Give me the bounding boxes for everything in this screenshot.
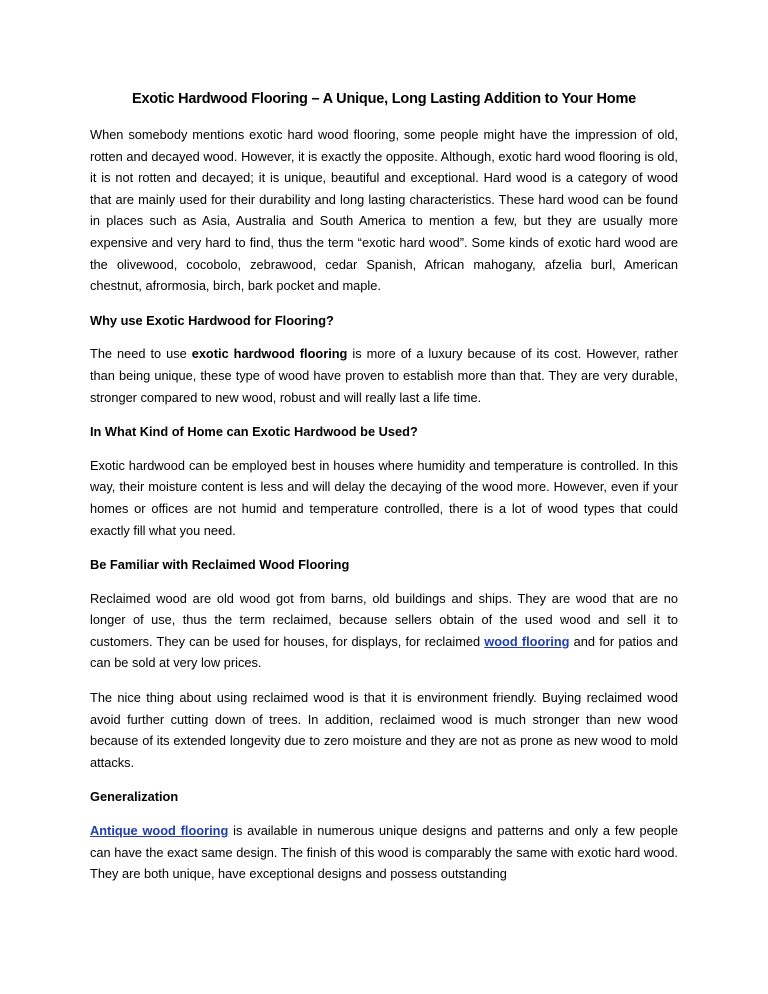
document-body (90, 88, 678, 898)
heading-generalization: Generalization (90, 789, 179, 805)
intro-paragraph: When somebody mentions exotic hard wood flooring, some people might have the impression of old, rotten and decayed wood. However, it is exactly the opposite. Although, exotic hard wood flooring is old, it is not rotten and decayed; it is unique, beautiful and exceptional. Hard wood is a category of wood that are mainly used for their durability and long lasting characteristics. These hard wood can be found in places such as Asia, Australia and South America to mention a few, but they are usually more expensive and very hard to find, thus the term “exotic hard wood”. Some kinds of exotic hard wood are the olivewood, cocobolo, zebrawood, cedar Spanish, African mahogany, afzelia burl, American chestnut, afrormosia, birch, bark pocket and maple. (90, 127, 678, 294)
generalization-text-after: is available in numerous unique designs and patterns and only a few people can have the exact same design. The finish of this wood is comparably the same with exotic hard wood. They are both unique, have exceptional designs and possess outstanding (90, 823, 678, 882)
why-text-before: The need to use (90, 346, 192, 362)
generalization-paragraph (90, 820, 678, 885)
reclaimed-paragraph-2: The nice thing about using reclaimed wood is that it is environment friendly. Buying reclaimed wood avoid further cutting down of trees. In addition, reclaimed wood is much stronger than new wood because of its extended longevity due to zero moisture and they are not as prone as new wood to mold attacks. (90, 690, 678, 770)
why-text-after: is more of a luxury because of its cost. However, rather than being unique, these type of wood have proven to establish more than that. They are very durable, stronger compared to new wood, robust and will really last a life time. (90, 346, 678, 405)
heading-reclaimed: Be Familiar with Reclaimed Wood Flooring (90, 557, 350, 573)
reclaimed-text-after: and for patios and can be sold at very low prices. (90, 633, 679, 671)
heading-why-use: Why use Exotic Hardwood for Flooring? (90, 312, 334, 328)
kind-of-home-paragraph: Exotic hardwood can be employed best in houses where humidity and temperature is controlled. In this way, their moisture content is less and will delay the decaying of the wood more. However, even if your homes or offices are not humid and temperature controlled, there is a lot of wood types that could exactly fill what you need. (90, 457, 678, 538)
document-title: Exotic Hardwood Flooring – A Unique, Long Lasting Addition to Your Home (131, 91, 637, 107)
reclaimed-paragraph-1 (90, 588, 678, 674)
why-use-paragraph (90, 343, 678, 408)
heading-kind-of-home: In What Kind of Home can Exotic Hardwood be Used? (90, 424, 418, 440)
why-bold-term: exotic hardwood flooring (191, 346, 348, 362)
wood-flooring-link[interactable]: wood flooring (484, 633, 570, 649)
reclaimed-text-before: Reclaimed wood are old wood got from barns, old buildings and ships. They are wood that are no longer of use, thus the term reclaimed, because sellers obtain of the used wood and sell it to customers. They can be used for houses, for displays, for reclaimed (90, 590, 678, 649)
antique-wood-flooring-link[interactable]: Antique wood flooring (90, 823, 229, 839)
